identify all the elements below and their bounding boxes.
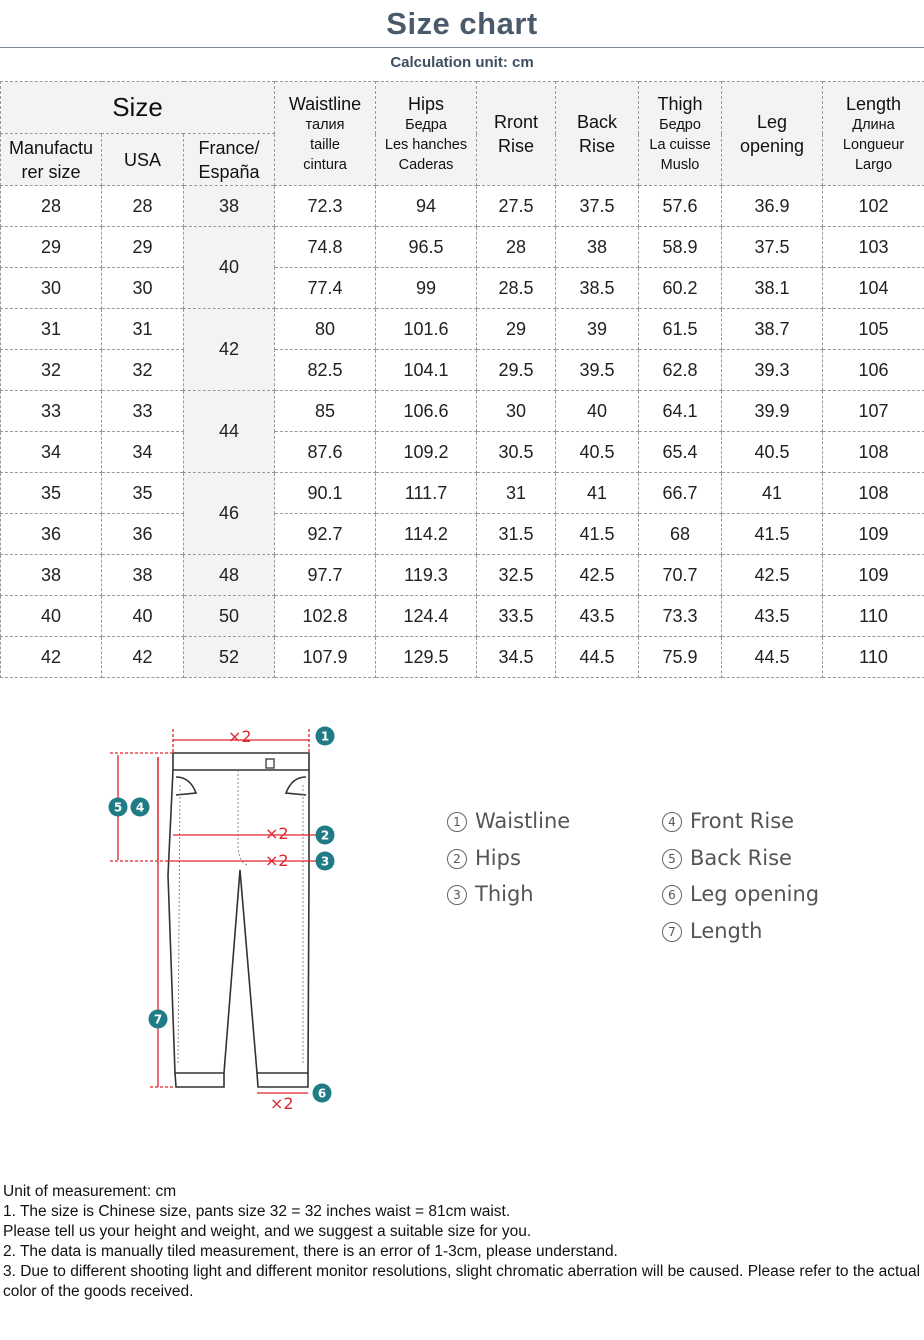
cell-eu-size: 52	[184, 637, 275, 678]
cell-hips: 111.7	[376, 473, 477, 514]
col-header-sub: Les hanches	[384, 136, 468, 153]
col-header-front-rise	[477, 82, 556, 186]
cell-leg-opening: 36.9	[722, 186, 823, 227]
note-line: Please tell us your height and weight, and we suggest a suitable size for you.	[3, 1223, 532, 1240]
cell-waistline: 80	[275, 309, 376, 350]
cell-leg-opening: 41	[722, 473, 823, 514]
cell-length: 106	[823, 350, 924, 391]
col-header-leg-opening	[722, 82, 823, 186]
cell-front-rise: 28	[477, 227, 556, 268]
cell-length: 110	[823, 637, 924, 678]
cell-back-rise: 39	[556, 309, 639, 350]
cell-manufacturer-size: 40	[1, 596, 102, 637]
note-line: 2. The data is manually tiled measurement, there is an error of 1-3cm, please understand.	[3, 1243, 618, 1260]
cell-length: 105	[823, 309, 924, 350]
mult-label-waist: ×2	[228, 727, 252, 746]
col-header-sub: талия	[305, 116, 345, 133]
size-header-label: Size	[112, 92, 163, 122]
marker-4-label: 4	[135, 800, 145, 815]
col-header-name: Rront Rise	[494, 111, 539, 156]
col-header-sub: taille	[310, 136, 340, 153]
cell-manufacturer-size: 34	[1, 432, 102, 473]
cell-waistline: 85	[275, 391, 376, 432]
cell-back-rise: 40.5	[556, 432, 639, 473]
cell-front-rise: 31	[477, 473, 556, 514]
cell-waistline: 72.3	[275, 186, 376, 227]
legend-left-column	[447, 803, 570, 913]
cell-leg-opening: 43.5	[722, 596, 823, 637]
cell-eu-size: 40	[184, 227, 275, 309]
cell-waistline: 102.8	[275, 596, 376, 637]
cell-manufacturer-size: 36	[1, 514, 102, 555]
table-row	[1, 596, 924, 637]
cell-leg-opening: 41.5	[722, 514, 823, 555]
legend-item-leg-opening	[662, 876, 819, 913]
table-row	[1, 227, 924, 268]
table-row	[1, 555, 924, 596]
note-line: 1. The size is Chinese size, pants size 32 = 32 inches waist = 81cm waist.	[3, 1203, 511, 1220]
col-header-name: Leg opening	[739, 111, 805, 156]
cell-thigh: 66.7	[639, 473, 722, 514]
size-notes	[3, 1182, 921, 1302]
cell-length: 109	[823, 514, 924, 555]
col-header-back-rise	[556, 82, 639, 186]
col-header-hips	[376, 82, 477, 186]
mult-label-hips: ×2	[265, 824, 289, 843]
mult-label-thigh: ×2	[265, 851, 289, 870]
cell-hips: 119.3	[376, 555, 477, 596]
table-row	[1, 391, 924, 432]
cell-back-rise: 43.5	[556, 596, 639, 637]
marker-2-label: 2	[320, 828, 330, 843]
note-line: 3. Due to different shooting light and different monitor resolutions, slight chromatic aberration will be caused. Please refer to the actual color of the goods received.	[3, 1263, 921, 1300]
cell-front-rise: 32.5	[477, 555, 556, 596]
cell-back-rise: 41	[556, 473, 639, 514]
cell-thigh: 61.5	[639, 309, 722, 350]
marker-7-label: 7	[153, 1012, 163, 1027]
cell-manufacturer-size: 32	[1, 350, 102, 391]
col-header-name: France/ España	[198, 137, 260, 182]
cell-waistline: 92.7	[275, 514, 376, 555]
cell-waistline: 107.9	[275, 637, 376, 678]
legend-item-hips	[447, 840, 570, 877]
note-line: Unit of measurement: cm	[3, 1183, 177, 1200]
cell-length: 108	[823, 432, 924, 473]
col-header-name: Hips	[408, 93, 445, 114]
cell-leg-opening: 40.5	[722, 432, 823, 473]
cell-length: 108	[823, 473, 924, 514]
legend-number: 4	[662, 812, 682, 832]
legend-item-waistline	[447, 803, 570, 840]
legend-number: 2	[447, 849, 467, 869]
cell-front-rise: 30	[477, 391, 556, 432]
cell-manufacturer-size: 42	[1, 637, 102, 678]
cell-hips: 96.5	[376, 227, 477, 268]
marker-1-label: 1	[320, 729, 330, 744]
cell-manufacturer-size: 33	[1, 391, 102, 432]
cell-usa-size: 28	[102, 186, 184, 227]
cell-waistline: 90.1	[275, 473, 376, 514]
table-row	[1, 432, 924, 473]
cell-waistline: 77.4	[275, 268, 376, 309]
cell-thigh: 73.3	[639, 596, 722, 637]
cell-eu-size: 38	[184, 186, 275, 227]
cell-leg-opening: 37.5	[722, 227, 823, 268]
cell-leg-opening: 38.7	[722, 309, 823, 350]
cell-hips: 124.4	[376, 596, 477, 637]
cell-front-rise: 28.5	[477, 268, 556, 309]
cell-eu-size: 46	[184, 473, 275, 555]
legend-label: Waistline	[475, 809, 571, 833]
cell-back-rise: 42.5	[556, 555, 639, 596]
left-seam-stitch	[178, 785, 180, 1065]
col-header-name: Back Rise	[577, 111, 618, 156]
cell-length: 110	[823, 596, 924, 637]
button	[266, 759, 274, 768]
cell-manufacturer-size: 28	[1, 186, 102, 227]
legend-item-front-rise	[662, 803, 819, 840]
cell-usa-size: 36	[102, 514, 184, 555]
table-row	[1, 514, 924, 555]
cell-front-rise: 30.5	[477, 432, 556, 473]
cell-eu-size: 50	[184, 596, 275, 637]
cell-usa-size: 33	[102, 391, 184, 432]
legend-number: 5	[662, 849, 682, 869]
table-row	[1, 350, 924, 391]
cell-thigh: 65.4	[639, 432, 722, 473]
col-header-thigh	[639, 82, 722, 186]
col-header-france-espana	[184, 134, 275, 186]
legend-number: 7	[662, 922, 682, 942]
legend-item-thigh	[447, 876, 570, 913]
cell-length: 103	[823, 227, 924, 268]
cell-back-rise: 37.5	[556, 186, 639, 227]
size-chart-table	[0, 81, 924, 678]
cell-waistline: 87.6	[275, 432, 376, 473]
right-cuff	[257, 1073, 308, 1087]
cell-hips: 101.6	[376, 309, 477, 350]
cell-usa-size: 40	[102, 596, 184, 637]
marker-5-label: 5	[113, 800, 123, 815]
cell-leg-opening: 39.9	[722, 391, 823, 432]
cell-manufacturer-size: 30	[1, 268, 102, 309]
cell-thigh: 62.8	[639, 350, 722, 391]
cell-eu-size: 42	[184, 309, 275, 391]
page-title: Size chart	[386, 6, 538, 41]
cell-back-rise: 38	[556, 227, 639, 268]
marker-6-label: 6	[317, 1086, 327, 1101]
cell-hips: 109.2	[376, 432, 477, 473]
legend-number: 3	[447, 885, 467, 905]
legend-label: Front Rise	[690, 809, 795, 833]
cell-thigh: 64.1	[639, 391, 722, 432]
col-header-name: USA	[123, 149, 161, 170]
cell-front-rise: 29.5	[477, 350, 556, 391]
cell-back-rise: 38.5	[556, 268, 639, 309]
table-row	[1, 637, 924, 678]
cell-manufacturer-size: 29	[1, 227, 102, 268]
col-header-usa	[102, 134, 184, 186]
col-header-sub: Caderas	[398, 156, 454, 173]
pants-waistband	[173, 753, 309, 770]
legend-label: Leg opening	[690, 882, 820, 906]
cell-usa-size: 29	[102, 227, 184, 268]
cell-manufacturer-size: 31	[1, 309, 102, 350]
cell-leg-opening: 38.1	[722, 268, 823, 309]
cell-thigh: 75.9	[639, 637, 722, 678]
legend-number: 1	[447, 812, 467, 832]
cell-thigh: 68	[639, 514, 722, 555]
col-header-sub: Muslo	[660, 156, 700, 173]
col-header-name: Waistline	[288, 93, 362, 114]
cell-front-rise: 27.5	[477, 186, 556, 227]
cell-hips: 114.2	[376, 514, 477, 555]
cell-waistline: 74.8	[275, 227, 376, 268]
cell-hips: 104.1	[376, 350, 477, 391]
table-row	[1, 186, 924, 227]
cell-front-rise: 33.5	[477, 596, 556, 637]
cell-usa-size: 42	[102, 637, 184, 678]
left-cuff	[175, 1073, 224, 1087]
cell-leg-opening: 39.3	[722, 350, 823, 391]
cell-back-rise: 39.5	[556, 350, 639, 391]
col-header-sub: Бедро	[659, 116, 701, 133]
legend-label: Hips	[475, 845, 521, 870]
cell-back-rise: 41.5	[556, 514, 639, 555]
cell-usa-size: 35	[102, 473, 184, 514]
col-header-name: Length	[845, 93, 902, 114]
cell-waistline: 82.5	[275, 350, 376, 391]
col-header-name: Manufactu rer size	[8, 137, 94, 182]
table-row	[1, 268, 924, 309]
legend-item-length	[662, 913, 819, 950]
col-header-manufacturer-size	[1, 134, 102, 186]
cell-waistline: 97.7	[275, 555, 376, 596]
col-header-sub: Longueur	[842, 136, 905, 153]
cell-eu-size: 44	[184, 391, 275, 473]
cell-front-rise: 34.5	[477, 637, 556, 678]
cell-thigh: 57.6	[639, 186, 722, 227]
cell-length: 102	[823, 186, 924, 227]
cell-manufacturer-size: 35	[1, 473, 102, 514]
cell-usa-size: 30	[102, 268, 184, 309]
pants-measurement-diagram	[100, 715, 360, 1120]
cell-usa-size: 34	[102, 432, 184, 473]
legend-label: Length	[690, 918, 763, 943]
legend-label: Thigh	[475, 882, 534, 906]
cell-thigh: 60.2	[639, 268, 722, 309]
cell-usa-size: 31	[102, 309, 184, 350]
cell-length: 109	[823, 555, 924, 596]
col-header-sub: Длина	[852, 116, 895, 133]
col-header-waistline	[275, 82, 376, 186]
cell-manufacturer-size: 38	[1, 555, 102, 596]
col-header-sub: La cuisse	[649, 136, 711, 153]
legend-right-column	[662, 803, 819, 949]
size-group-header	[1, 82, 275, 134]
cell-usa-size: 32	[102, 350, 184, 391]
cell-back-rise: 44.5	[556, 637, 639, 678]
cell-hips: 94	[376, 186, 477, 227]
legend-number: 6	[662, 885, 682, 905]
legend-item-back-rise	[662, 840, 819, 877]
fly-stitch	[238, 770, 248, 865]
cell-leg-opening: 44.5	[722, 637, 823, 678]
col-header-sub: Largo	[854, 156, 893, 173]
legend-label: Back Rise	[690, 845, 792, 870]
cell-thigh: 58.9	[639, 227, 722, 268]
left-pocket	[176, 777, 196, 795]
table-row	[1, 473, 924, 514]
mult-label-hem: ×2	[270, 1094, 294, 1113]
cell-usa-size: 38	[102, 555, 184, 596]
title-divider	[0, 47, 924, 48]
table-row	[1, 309, 924, 350]
col-header-name: Thigh	[657, 93, 703, 114]
cell-length: 107	[823, 391, 924, 432]
page-subtitle: Calculation unit: cm	[390, 54, 534, 71]
cell-hips: 129.5	[376, 637, 477, 678]
col-header-sub: cintura	[303, 156, 347, 173]
cell-leg-opening: 42.5	[722, 555, 823, 596]
cell-front-rise: 31.5	[477, 514, 556, 555]
cell-back-rise: 40	[556, 391, 639, 432]
marker-3-label: 3	[320, 854, 330, 869]
col-header-sub: Бедра	[405, 116, 447, 133]
cell-hips: 99	[376, 268, 477, 309]
cell-front-rise: 29	[477, 309, 556, 350]
cell-thigh: 70.7	[639, 555, 722, 596]
cell-hips: 106.6	[376, 391, 477, 432]
cell-eu-size: 48	[184, 555, 275, 596]
cell-length: 104	[823, 268, 924, 309]
col-header-length	[823, 82, 924, 186]
